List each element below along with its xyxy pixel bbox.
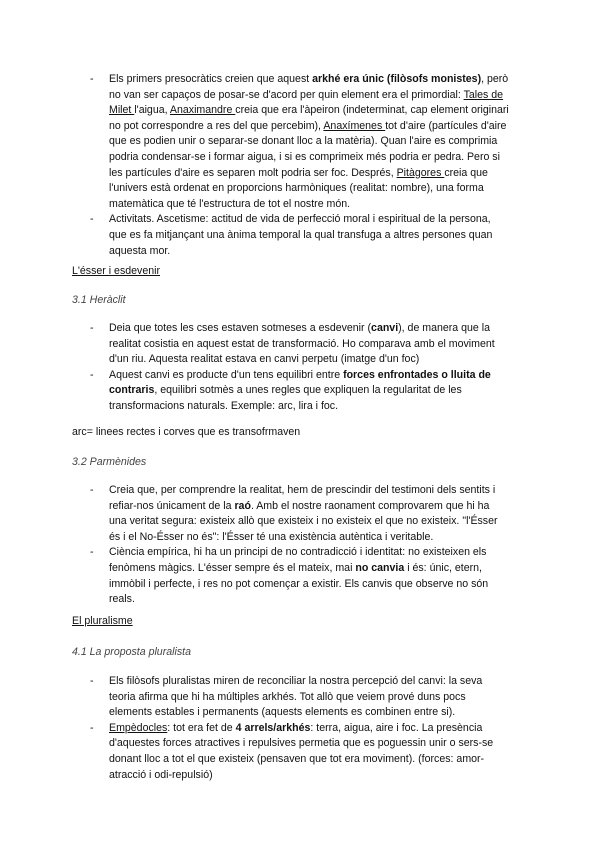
text-run: Els primers presocràtics creien que aquest <box>109 73 313 85</box>
bold-text: forces enfrontades o lluita de contraris <box>109 368 491 397</box>
text-run: , però no van ser capaços de posar-se d'acord per quin element era el primordial: <box>109 73 509 101</box>
bold-text: 4 arrels/arkhés <box>235 721 311 734</box>
text-run: creia que era l'àpeiron (indeterminat, cap element originari no pot correspondre a res del que percebim), <box>109 104 509 132</box>
text-run: Activitats. Ascetisme: actitud de vida de perfecció moral i espiritual de la persona, que es fa mitjançant una ànima temporal la qual transfuga a altres persones quan aquesta mor. <box>109 213 493 257</box>
bullet-dash: - <box>90 213 94 226</box>
text-run: : tot era fet de <box>167 721 236 734</box>
text-run: l'aigua, <box>134 104 170 117</box>
text-run: Aquest canvi es producte d'un tens equilibri entre <box>109 368 344 381</box>
list-item <box>0 721 600 783</box>
text-run: creia que l'univers està ordenat en proporcions harmòniques (realitat: nombre), una forma matemàtica que té l'estructura de tot el nostre món. <box>109 166 488 210</box>
heraclit-list <box>0 321 600 415</box>
underlined-name: Anaximandre <box>169 104 236 117</box>
bullet-dash: - <box>90 546 94 559</box>
text-run: . Amb el nostre raonament comprovarem que hi ha una veritat segura: existeix allò que existeix i no existeix el que no existeix. "l'Ésser és i el No-Ésser no és": l'Ésser té una existència autèntica i veritable. <box>109 499 498 543</box>
bullet-dash: - <box>90 322 94 334</box>
list-item <box>0 545 600 607</box>
bullet-dash: - <box>90 484 94 496</box>
bullet-dash: - <box>90 721 94 734</box>
underlined-name: Anaxímenes <box>323 119 386 132</box>
bold-text: arkhé era únic (filòsofs monistes) <box>312 73 482 85</box>
text-run: Ciència empírica, hi ha un principi de no contradicció i identitat: no existeixen els fenòmens màgics. L'ésser sempre és el mateix, mai <box>109 546 487 574</box>
text-run: tot d'aire (partícules d'aire que es podien unir o separar-se donant lloc a la matèria). Quan l'aire es comprimia podria condensar-se i formar aigua, i si es comprimeix més podria er pedra. Pero si les partícules d'aire es separen molt podria ser foc. Després, <box>109 119 507 179</box>
list-item <box>0 212 600 259</box>
list-item <box>0 674 600 721</box>
subheading-proposta-pluralista: 4.1 La proposta pluralista <box>72 646 191 658</box>
arc-note: arc= linees rectes i corves que es transofrmaven <box>72 426 301 438</box>
bullet-dash: - <box>90 73 94 85</box>
underlined-name: Tales de Milet <box>109 88 504 117</box>
bullet-dash: - <box>90 368 94 381</box>
list-item <box>0 321 600 368</box>
section-heading-pluralisme: El pluralisme <box>72 615 133 627</box>
list-item <box>0 72 600 212</box>
section-heading-esser-esdevenir: L'ésser i esdevenir <box>72 265 160 277</box>
list-item <box>0 483 600 545</box>
list-item <box>0 368 600 415</box>
underlined-name: Pitàgores <box>396 166 445 179</box>
text-run: Creia que, per comprendre la realitat, hem de prescindir del testimoni dels sentits i refiar-nos únicament de la <box>109 484 496 512</box>
bold-text: canvi <box>371 322 399 334</box>
bold-text: raó <box>234 499 251 512</box>
text-run: : terra, aigua, aire i foc. La presència d'aquestes forces atractives i repulsives permetia que es poguessin unir o sers-se donant lloc a tot el que existeix (pensaven que tot era moviment). (forces: amor-atracció i odi-repulsió) <box>109 721 494 781</box>
text-run: , equilibri sotmès a unes regles que expliquen la regularitat de les transformacions naturals. Exemple: arc, lira i foc. <box>109 384 462 412</box>
text-run: i és: únic, etern, immòbil i perfecte, i res no pot començar a existir. Els canvis que observe no són reals. <box>109 561 489 606</box>
text-run: Deia que totes les cses estaven sotmeses a esdevenir ( <box>109 322 372 334</box>
bold-text: no canvia <box>355 561 405 574</box>
underlined-name: Empèdocles <box>109 721 168 734</box>
text-run: Els filòsofs pluralistas miren de reconciliar la nostra percepció del canvi: la seva teoria afirma que hi ha múltiples arkhés. Tot allò que veiem prové duns pocs elements estables i permanents (aquests elements es combinen entre si). <box>109 675 483 719</box>
pluralisme-list <box>0 674 600 783</box>
presocratics-list <box>0 72 600 259</box>
subheading-heraclit: 3.1 Heràclit <box>72 294 126 306</box>
bullet-dash: - <box>90 675 94 687</box>
parmenides-list <box>0 483 600 608</box>
subheading-parmenides: 3.2 Parmènides <box>72 456 147 468</box>
text-run: ), de manera que la realitat cosistia en aquest estat de transformació. Ho comparava amb el moviment d'un riu. Aquesta realitat estava en canvi perpetu (imatge d'un foc) <box>109 322 495 366</box>
